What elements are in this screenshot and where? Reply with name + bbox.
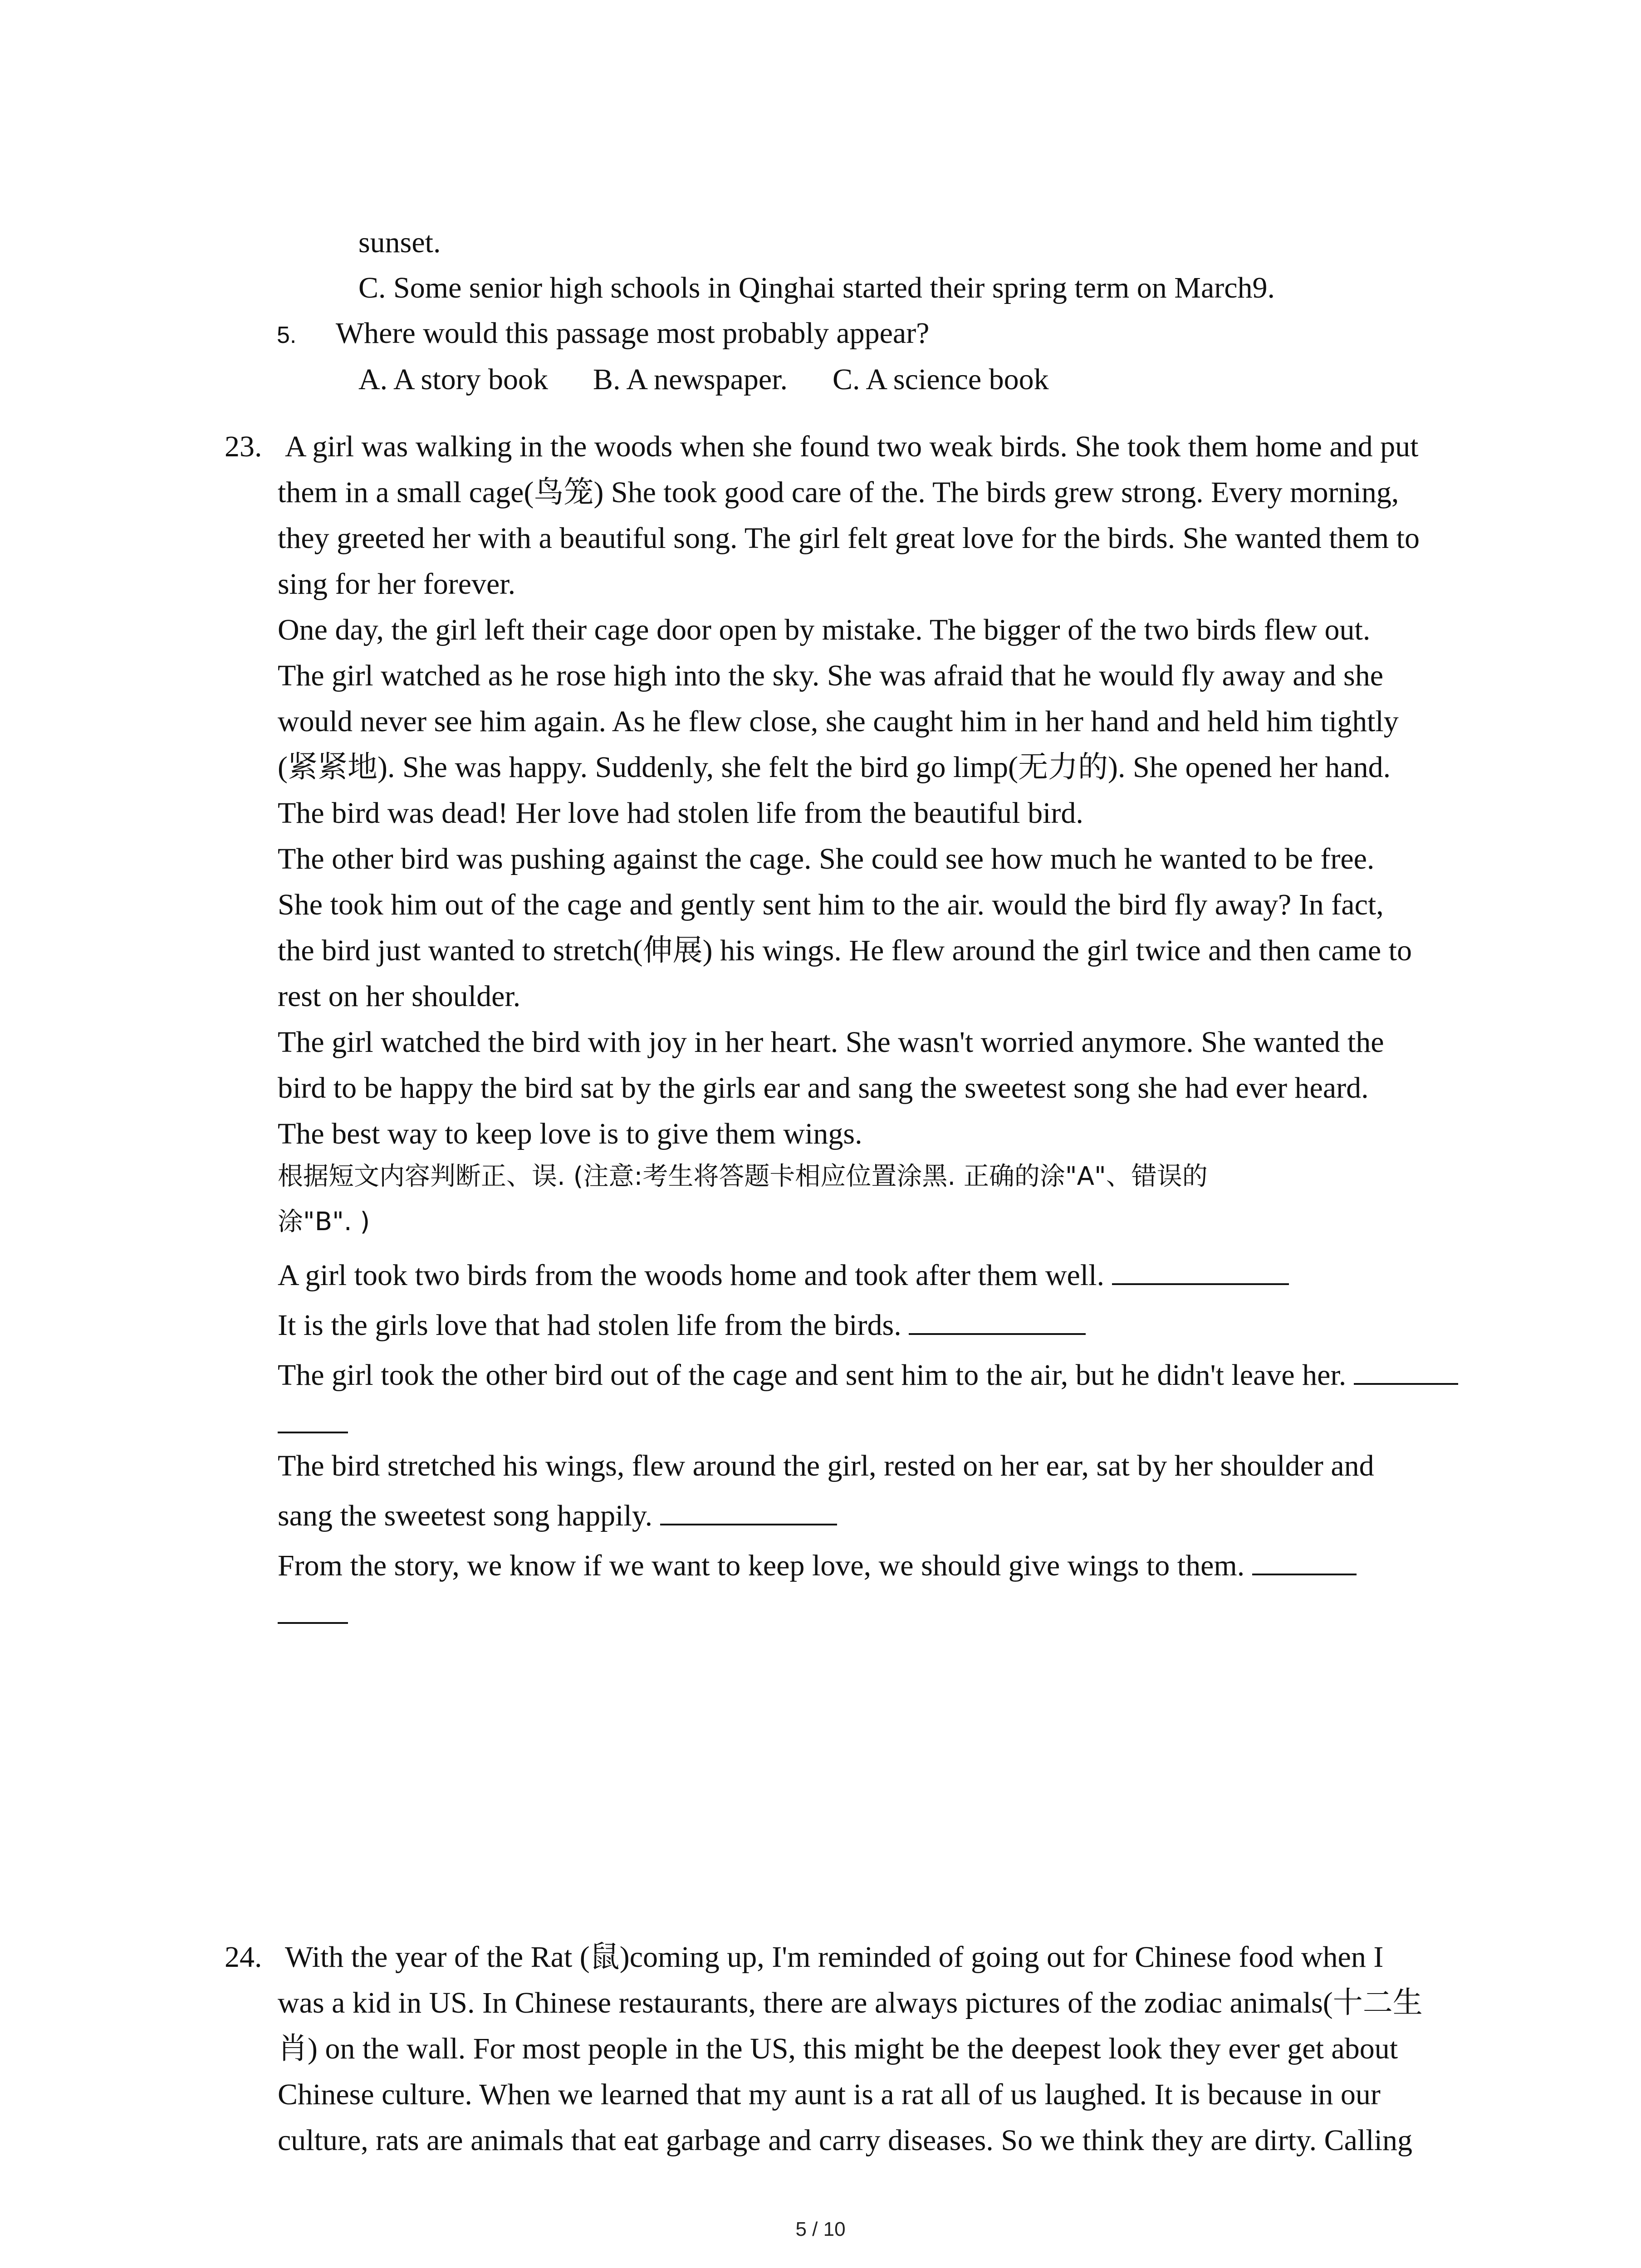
answer-blank-2[interactable]	[909, 1308, 1086, 1335]
q23-instruction-2: 涂"B". )	[278, 1207, 370, 1237]
q23-instruction-1: 根据短文内容判断正、误. (注意:考生将答题卡相应位置涂黑. 正确的涂"A"、错误的	[278, 1162, 1208, 1191]
q23-statement-1: A girl took two birds from the woods home and took after them well.	[278, 1257, 1289, 1294]
q23-line: they greeted her with a beautiful song. The girl felt great love for the birds. She wanted them to	[278, 522, 1420, 555]
q22-q5-text: Where would this passage most probably appear?	[335, 317, 930, 350]
q22-q5-number: 5.	[277, 322, 297, 348]
q23-line: The girl watched the bird with joy in her heart. She wasn't worried anymore. She wanted the	[278, 1026, 1384, 1059]
q23-line: One day, the girl left their cage door open by mistake. The bigger of the two birds flew out.	[278, 613, 1371, 646]
q23-line: The other bird was pushing against the cage. She could see how much he wanted to be free.	[278, 842, 1375, 875]
q23-line: bird to be happy the bird sat by the girls ear and sang the sweetest song she had ever heard.	[278, 1071, 1369, 1105]
q24-line: culture, rats are animals that eat garbage and carry diseases. So we think they are dirty. Calling	[278, 2124, 1412, 2157]
q23-number: 23.	[225, 430, 262, 463]
q24-line: Chinese culture. When we learned that my aunt is a rat all of us laughed. It is because in our	[278, 2078, 1381, 2111]
q23-statement-4b: sang the sweetest song happily.	[278, 1498, 837, 1534]
q24-line: With the year of the Rat (鼠)coming up, I'm reminded of going out for Chinese food when I	[285, 1941, 1384, 1974]
q22-q5-options: A. A story book B. A newspaper. C. A science book	[358, 363, 1049, 396]
q23-line: The girl watched as he rose high into the sky. She was afraid that he would fly away and she	[278, 659, 1384, 692]
answer-blank-4[interactable]	[660, 1498, 837, 1525]
q23-line: She took him out of the cage and gently sent him to the air. would the bird fly away? In fact,	[278, 888, 1384, 921]
q22-q5-line	[277, 315, 929, 353]
answer-blank-3-continued[interactable]	[278, 1406, 348, 1433]
q23-line: The best way to keep love is to give them wings.	[278, 1117, 862, 1150]
q22-sunset-line: sunset.	[358, 226, 441, 259]
answer-blank-3[interactable]	[1354, 1358, 1458, 1385]
q23-line: The bird was dead! Her love had stolen life from the beautiful bird.	[278, 797, 1083, 830]
q23-line: them in a small cage(鸟笼) She took good care of the. The birds grew strong. Every morning,	[278, 476, 1399, 509]
q24-line: was a kid in US. In Chinese restaurants, there are always pictures of the zodiac animals(十二生	[278, 1986, 1423, 2019]
q23-line: sing for her forever.	[278, 567, 516, 601]
q23-statement-4a: The bird stretched his wings, flew around the girl, rested on her ear, sat by her shoulder and	[278, 1449, 1374, 1482]
q23-line: (紧紧地). She was happy. Suddenly, she felt the bird go limp(无力的). She opened her hand.	[278, 751, 1391, 784]
q24-line: 肖) on the wall. For most people in the US, this might be the deepest look they ever get about	[278, 2032, 1398, 2065]
q23-statement-5: From the story, we know if we want to keep love, we should give wings to them.	[278, 1548, 1357, 1584]
q23-statement-3: The girl took the other bird out of the cage and sent him to the air, but he didn't leave her.	[278, 1357, 1458, 1393]
q23-statement-2: It is the girls love that had stolen life from the birds.	[278, 1307, 1086, 1344]
answer-blank-5[interactable]	[1252, 1548, 1357, 1575]
answer-blank-1[interactable]	[1112, 1258, 1289, 1285]
q23-line: rest on her shoulder.	[278, 980, 521, 1013]
q23-line: the bird just wanted to stretch(伸展) his wings. He flew around the girl twice and then came to	[278, 934, 1412, 967]
answer-blank-5-continued[interactable]	[278, 1597, 348, 1624]
page-number: 5 / 10	[795, 2218, 846, 2240]
q24-number: 24.	[225, 1941, 262, 1974]
q22-option-c: C. Some senior high schools in Qinghai started their spring term on March9.	[358, 271, 1275, 304]
q23-line: would never see him again. As he flew close, she caught him in her hand and held him tightly	[278, 705, 1399, 738]
q23-line: A girl was walking in the woods when she found two weak birds. She took them home and put	[285, 430, 1419, 463]
